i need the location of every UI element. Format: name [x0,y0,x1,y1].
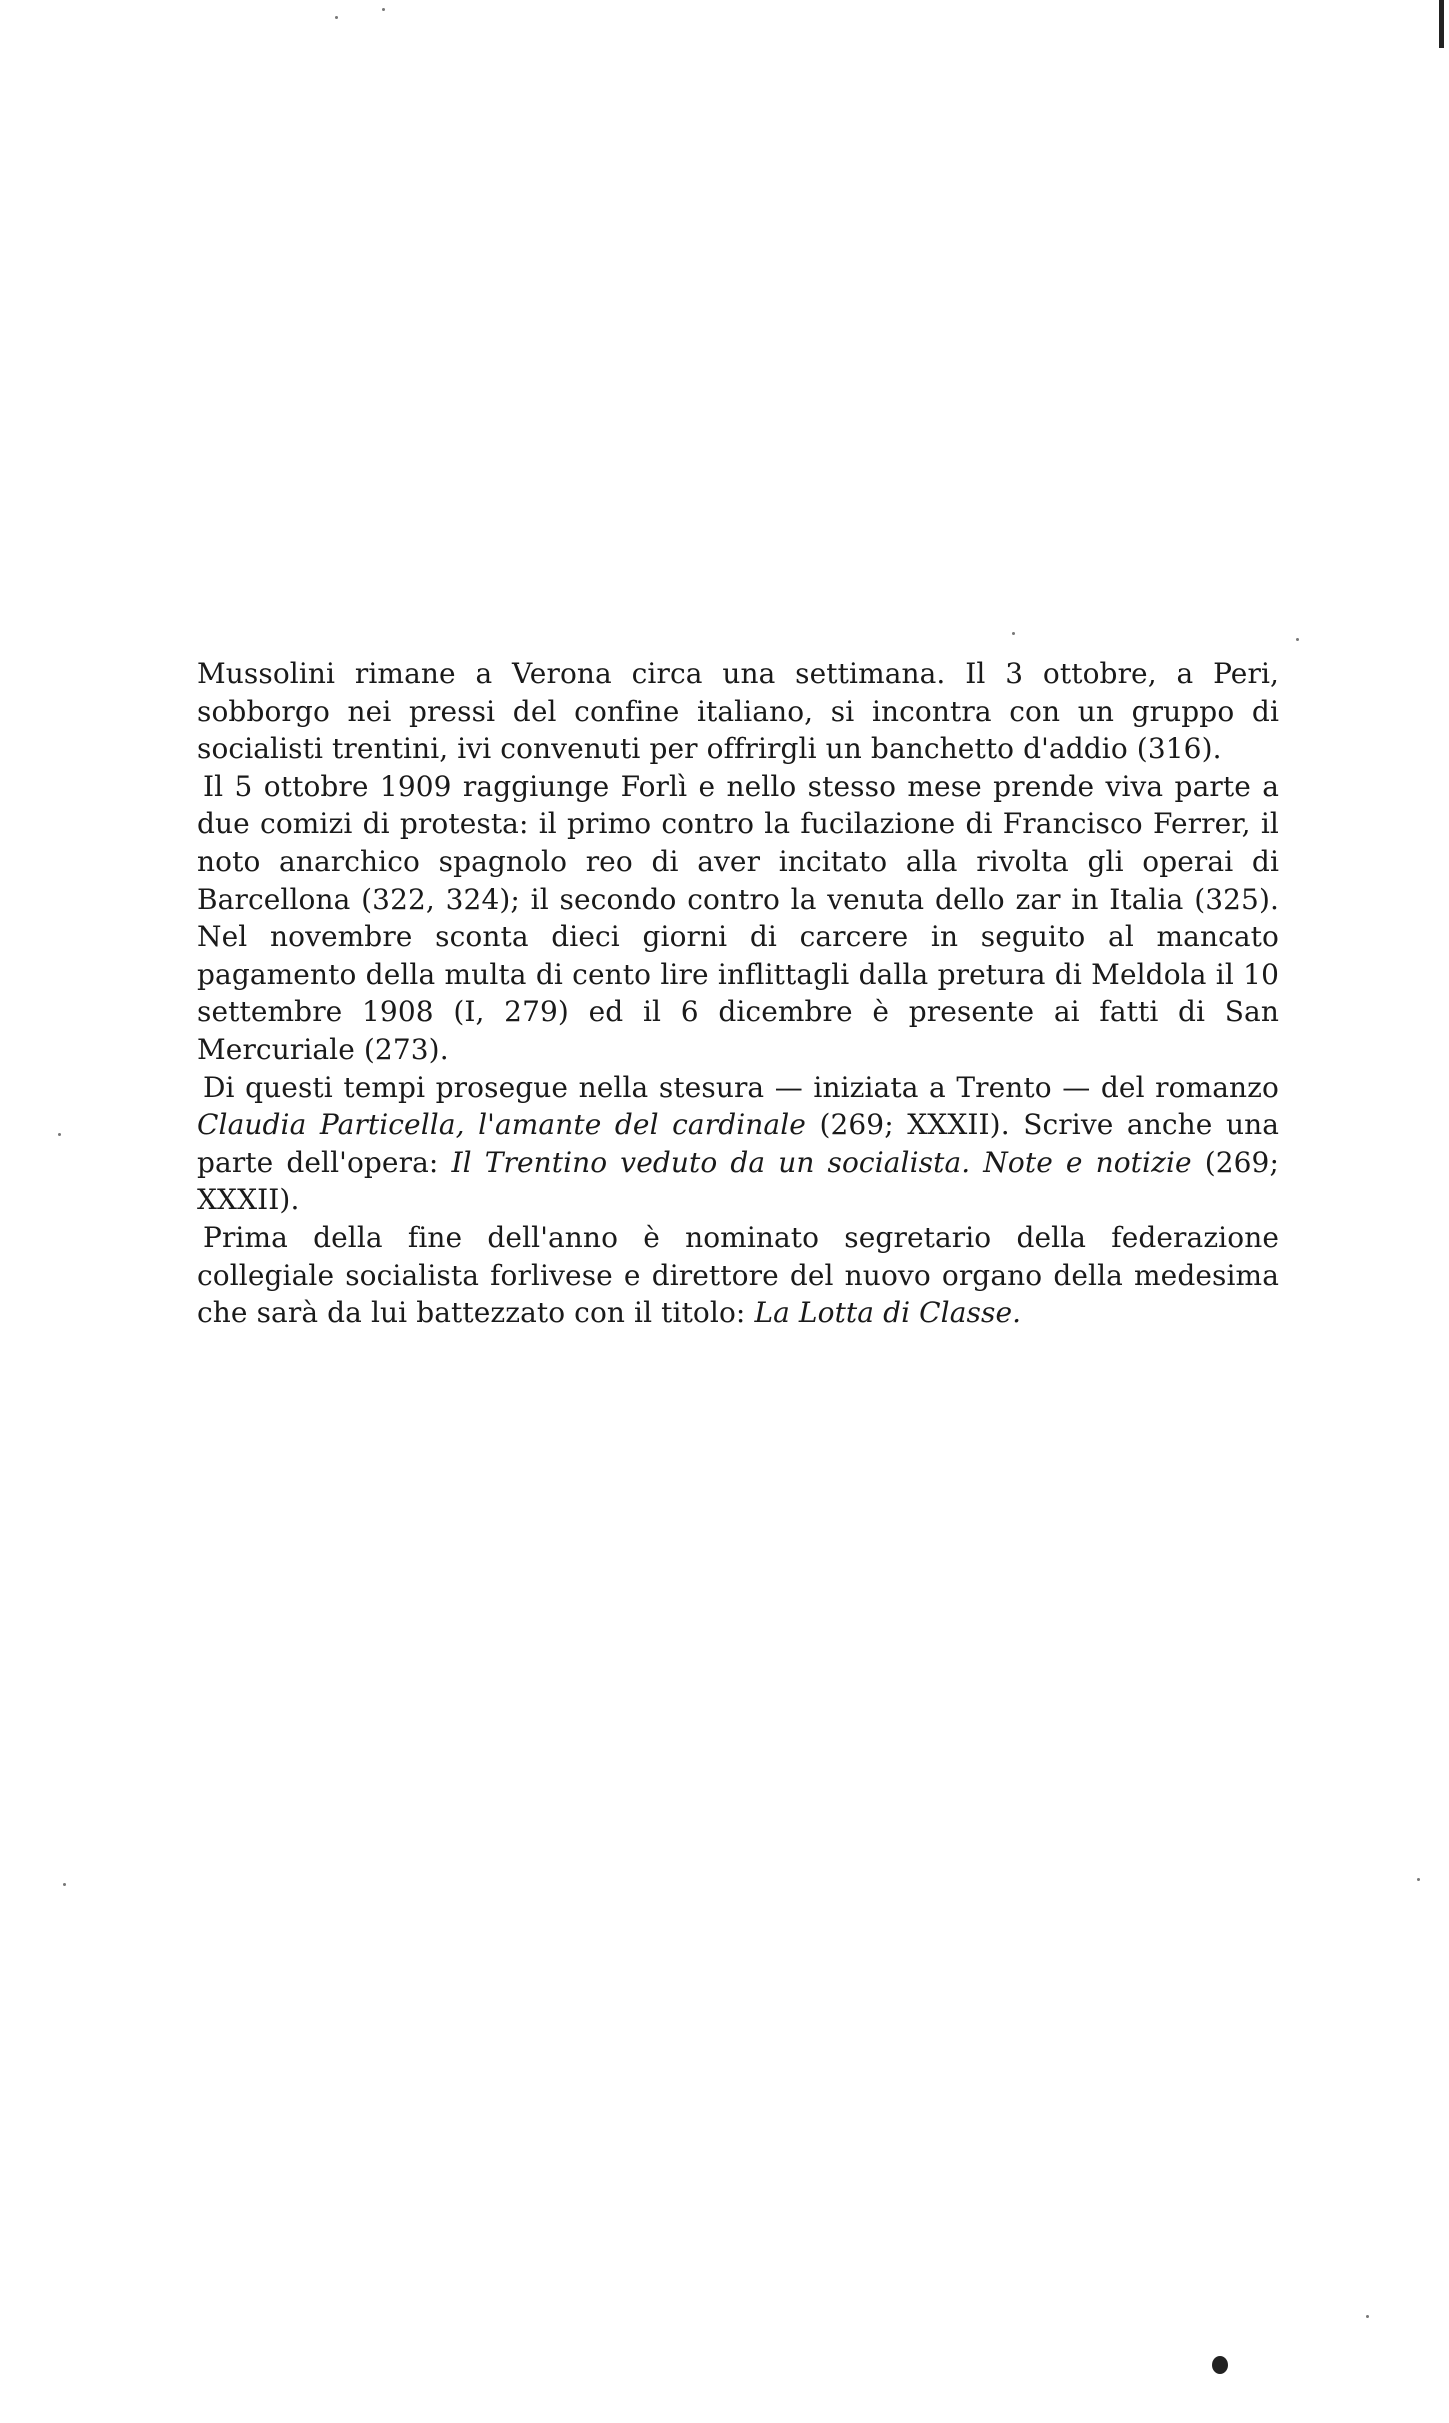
paragraph-text: Mussolini rimane a Verona circa una settimana. Il 3 ottobre, a Peri, sobborgo nei pressi del confine italiano, si incontra con un gruppo di socialisti trentini, ivi convenuti per offrirgli un banchetto d'addio (316). [197,657,1279,766]
paragraph [197,1219,1279,1332]
scan-speck [1012,632,1015,635]
scan-speck [63,1883,66,1886]
newspaper-title: La Lotta di Classe. [754,1296,1022,1330]
paragraph-text: Di questi tempi prosegue nella stesura — iniziata a Trento — del romanzo [203,1070,1279,1104]
scan-ink-dot [1212,2356,1228,2374]
paragraph-text: Il 5 ottobre 1909 raggiunge Forlì e nello stesso mese prende viva parte a due comizi di protesta: il primo contro la fucilazione di Francisco Ferrer, il noto anarchico spagnolo reo di aver incitato alla rivolta gli operai di Barcellona (322, 324); il secondo contro la venuta dello zar in Italia (325). Nel novembre sconta dieci giorni di carcere in seguito al mancato pagamento della multa di cento lire inflittagli dalla pretura di Meldola il 10 settembre 1908 (I, 279) ed il 6 dicembre è presente ai fatti di San Mercuriale (273). [197,769,1279,1066]
scan-speck [1366,2315,1369,2318]
paragraph [197,655,1279,768]
paragraph [197,768,1279,1069]
scan-speck [335,16,338,19]
scan-speck [58,1133,61,1136]
scan-speck [1417,1878,1420,1881]
paragraph-text: Prima della fine dell'anno è nominato segretario della federazione collegiale socialista forlivese e direttore del nuovo organo della medesima che sarà da lui battezzato con il titolo: [197,1220,1279,1330]
paragraph-text: (269; XXXII). [197,1145,1279,1217]
body-text [197,655,1279,1332]
paragraph [197,1069,1279,1219]
scan-speck [382,8,385,11]
book-title: Claudia Particella, l'amante del cardinale [197,1108,806,1142]
scan-speck [1296,638,1299,641]
book-title: Il Trentino veduto da un socialista. Note e notizie [451,1145,1192,1179]
paragraph-text: (269; XXXII). Scrive anche una parte dell'opera: [197,1108,1280,1179]
scan-edge-mark [1439,0,1444,48]
